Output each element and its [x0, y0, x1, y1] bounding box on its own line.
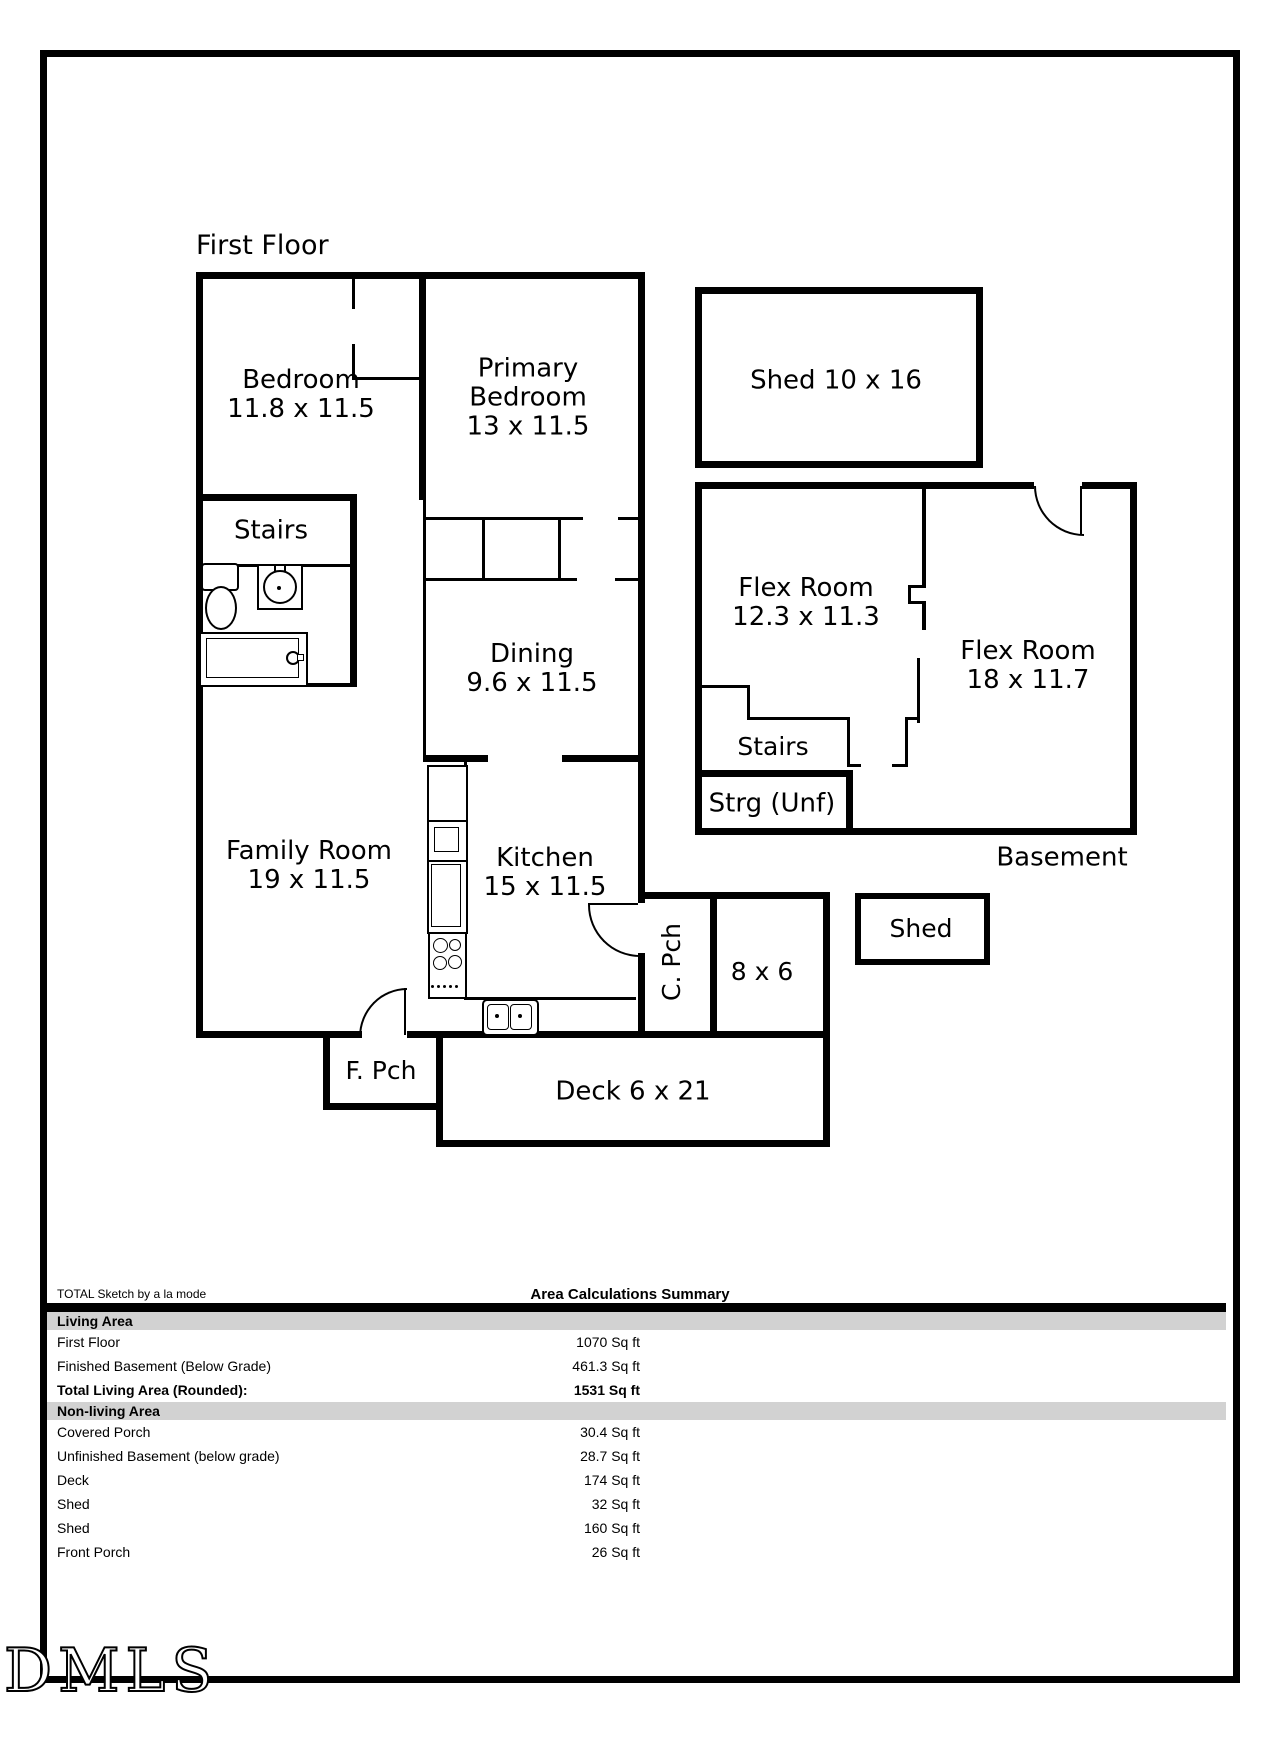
- burner-icon: [448, 955, 462, 969]
- wall-segment: [917, 658, 920, 723]
- wall-segment: [750, 717, 850, 720]
- wall-segment: [423, 500, 426, 758]
- first-floor-title: First Floor: [196, 230, 329, 261]
- stove-knob: [455, 985, 458, 988]
- wall-segment: [823, 892, 830, 1147]
- divider-rule: [47, 1303, 1226, 1312]
- section-header-living: Living Area: [47, 1312, 1226, 1330]
- wall-segment: [847, 764, 861, 767]
- wall-segment: [436, 1140, 830, 1147]
- room-name: Strg (Unf): [708, 788, 836, 819]
- wall-segment: [892, 764, 908, 767]
- room-label-front-porch: [346, 1057, 417, 1085]
- row-label: Covered Porch: [57, 1424, 151, 1440]
- wall-segment: [350, 567, 357, 687]
- room-label-kitchen: [484, 844, 607, 902]
- room-dims: 12.3 x 11.3: [732, 602, 880, 632]
- wall-segment: [710, 892, 717, 1038]
- wall-segment: [618, 517, 645, 520]
- room-label-family-room: [226, 837, 392, 895]
- row-label: First Floor: [57, 1334, 120, 1350]
- toilet-bowl-icon: [205, 586, 237, 630]
- room-name: Family Room: [226, 835, 392, 866]
- section-header-nonliving: Non-living Area: [47, 1402, 1226, 1420]
- wall-segment: [436, 1038, 443, 1147]
- room-label-covered-porch: [658, 923, 686, 1001]
- row-value: 28.7 Sq ft: [580, 1448, 640, 1464]
- wall-segment: [695, 482, 1034, 489]
- row-label: Shed: [57, 1520, 90, 1536]
- room-label-flex-room-1: [732, 574, 880, 632]
- room-dims: 13 x 11.5: [466, 411, 590, 442]
- room-label-bedroom: [227, 366, 375, 424]
- wall-segment: [922, 489, 926, 587]
- room-name: Dining: [490, 638, 574, 669]
- wall-segment: [196, 1031, 362, 1038]
- room-name: Stairs: [737, 732, 809, 761]
- row-label: Shed: [57, 1496, 90, 1512]
- refrigerator-icon: [427, 765, 468, 822]
- sink-drain-icon: [495, 1014, 499, 1018]
- row-label: Finished Basement (Below Grade): [57, 1358, 271, 1374]
- wall-segment: [423, 755, 488, 762]
- burner-icon: [433, 956, 447, 970]
- row-label: Unfinished Basement (below grade): [57, 1448, 280, 1464]
- stove-knob: [443, 985, 446, 988]
- sink-drain-icon: [277, 586, 281, 590]
- burner-icon: [433, 938, 448, 953]
- room-name: Shed 10 x 16: [750, 365, 922, 396]
- wall-segment: [615, 578, 645, 581]
- wall-segment: [323, 1038, 330, 1110]
- stove-knob: [437, 985, 440, 988]
- table-row: [47, 1516, 1226, 1540]
- wall-segment: [747, 685, 750, 720]
- room-name: Basement: [996, 842, 1128, 873]
- wall-segment: [323, 1103, 443, 1110]
- room-label-dining: [466, 640, 597, 698]
- stove-knob: [449, 985, 452, 988]
- wall-segment: [846, 770, 853, 835]
- wall-segment: [847, 720, 850, 767]
- stove-knob: [431, 985, 434, 988]
- row-value: 1531 Sq ft: [573, 1382, 640, 1398]
- wall-segment: [638, 953, 645, 1038]
- table-row: [47, 1330, 1226, 1354]
- wall-segment: [641, 892, 717, 899]
- table-row: [47, 1468, 1226, 1492]
- wall-segment: [482, 517, 485, 580]
- wall-segment: [423, 578, 577, 581]
- row-value: 32 Sq ft: [591, 1496, 640, 1512]
- table-row: [47, 1444, 1226, 1468]
- summary-title: Area Calculations Summary: [530, 1286, 730, 1303]
- wall-segment: [196, 494, 357, 501]
- tub-faucet-handle: [297, 654, 304, 661]
- room-dims: 9.6 x 11.5: [466, 668, 598, 698]
- room-label-storage: [709, 789, 836, 818]
- wall-segment: [352, 272, 355, 309]
- room-dims: 15 x 11.5: [483, 872, 607, 902]
- row-value: 160 Sq ft: [583, 1520, 640, 1536]
- wall-segment: [922, 601, 926, 630]
- wall-segment: [1082, 482, 1137, 489]
- room-name: Kitchen: [496, 842, 594, 873]
- wall-segment: [698, 685, 750, 688]
- wall-segment: [695, 770, 853, 777]
- oven-door: [431, 864, 461, 927]
- mls-watermark: DMLS: [4, 1636, 219, 1706]
- row-label: Total Living Area (Rounded):: [57, 1382, 248, 1398]
- wall-segment: [1130, 482, 1137, 835]
- room-label-deck: [555, 1077, 710, 1106]
- row-value: 461.3 Sq ft: [572, 1358, 640, 1374]
- room-name: Deck 6 x 21: [555, 1076, 711, 1107]
- row-value: 174 Sq ft: [583, 1472, 640, 1488]
- wall-segment: [562, 755, 645, 762]
- room-dims: 18 x 11.7: [966, 665, 1090, 695]
- room-label-shed-large: [750, 366, 922, 395]
- sink-drain-icon: [518, 1014, 522, 1018]
- room-name: Stairs: [233, 515, 309, 546]
- room-dims: 19 x 11.5: [247, 865, 371, 895]
- wall-segment: [905, 720, 908, 767]
- room-dims: 11.8 x 11.5: [227, 394, 375, 424]
- microwave-window: [434, 827, 459, 852]
- room-name: Flex Room: [738, 572, 874, 603]
- row-value: 1070 Sq ft: [576, 1334, 640, 1350]
- room-label-basement-stairs: [737, 733, 808, 761]
- table-row: [47, 1540, 1226, 1564]
- area-summary-table: [47, 1312, 1226, 1564]
- wall-segment: [695, 828, 1137, 835]
- wall-segment: [558, 517, 561, 580]
- burner-icon: [449, 939, 461, 951]
- row-value: 30.4 Sq ft: [580, 1424, 640, 1440]
- wall-segment: [350, 494, 357, 567]
- wall-segment: [695, 482, 702, 835]
- room-label-deck-section: [731, 958, 794, 986]
- sketch-brand-text: TOTAL Sketch by a la mode: [57, 1287, 207, 1301]
- table-row: [47, 1492, 1226, 1516]
- wall-segment: [717, 892, 830, 899]
- room-label-shed-small: [890, 915, 953, 943]
- room-name: Flex Room: [960, 635, 1096, 666]
- table-row: [47, 1354, 1226, 1378]
- row-label: Front Porch: [57, 1544, 131, 1560]
- wall-segment: [419, 272, 426, 500]
- room-name: Shed: [889, 914, 953, 943]
- basement-title: [996, 843, 1127, 872]
- room-name: F. Pch: [345, 1056, 417, 1085]
- room-label-stairs: [234, 516, 308, 545]
- room-label-primary-bedroom: [443, 354, 613, 441]
- row-value: 26 Sq ft: [591, 1544, 640, 1560]
- room-label-flex-room-2: [960, 637, 1095, 695]
- room-dims: 8 x 6: [730, 957, 794, 986]
- wall-segment: [638, 272, 645, 903]
- room-name: Primary Bedroom: [469, 353, 587, 413]
- room-name: Bedroom: [242, 364, 360, 395]
- row-label: Deck: [57, 1472, 89, 1488]
- table-row: [47, 1420, 1226, 1444]
- wall-segment: [407, 1031, 830, 1038]
- room-name: C. Pch: [657, 922, 686, 1002]
- table-row-total: [47, 1378, 1226, 1402]
